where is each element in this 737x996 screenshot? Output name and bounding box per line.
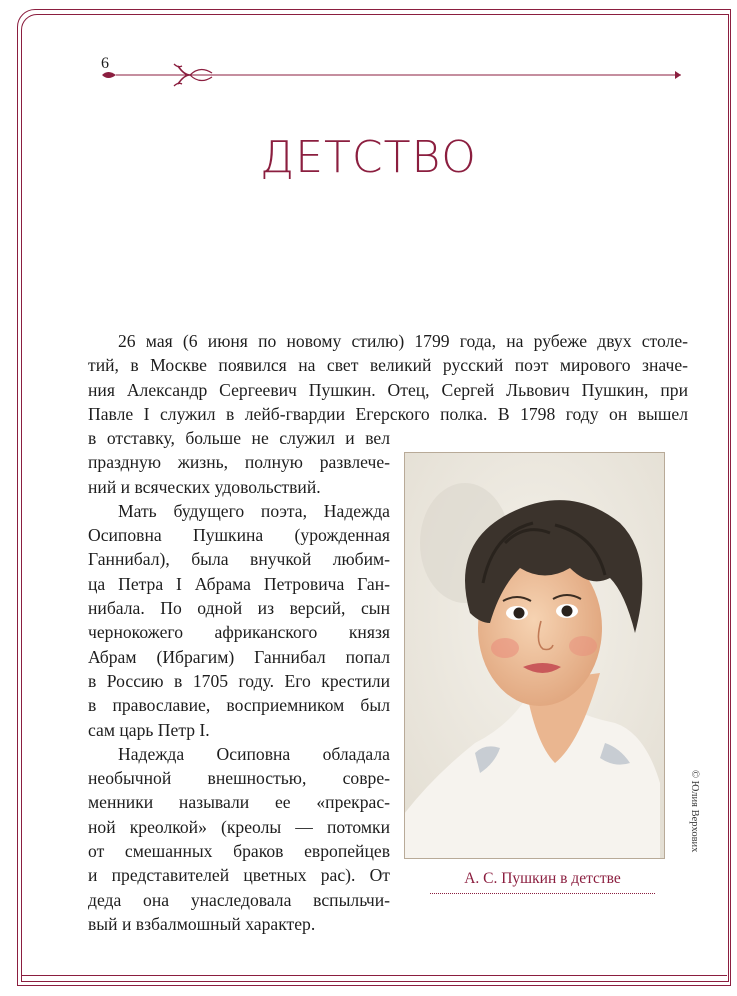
text-line: ний и всяческих удовольствий. — [88, 476, 321, 497]
illustration-caption: А. С. Пушкин в детстве — [464, 870, 621, 887]
portrait-illustration — [404, 452, 665, 859]
caption-underline — [430, 893, 655, 894]
column-text — [88, 426, 390, 936]
text-line: в Россию в 1705 году. Его крестили — [88, 670, 390, 691]
text-line: Мать будущего поэта, Надежда — [118, 500, 390, 521]
text-line: Абрам (Ибрагим) Ганнибал попал — [88, 646, 390, 667]
text-line: Надежда Осиповна обладала — [118, 743, 390, 764]
text-line: и представителей цветных рас). От — [88, 865, 390, 886]
text-line: сам царь Петр I. — [88, 719, 210, 740]
intro-paragraph — [88, 329, 688, 426]
text-line: вый и взбалмошный характер. — [88, 913, 316, 934]
text-line: в православие, восприемником был — [88, 695, 390, 716]
text-line: необычной внешностью, совре- — [88, 768, 390, 789]
text-line: ца Петра I Абрама Петровича Ган- — [88, 573, 390, 594]
text-line: менники называли ее «прекрас- — [88, 792, 390, 813]
bottom-rule — [21, 975, 727, 976]
text-line: Павле I служил в лейб-гвардии Егерского полка. В 1798 году он вышел — [88, 403, 688, 424]
ornament-divider-icon — [96, 63, 686, 93]
text-line: праздную жизнь, полную развлече- — [88, 452, 390, 473]
text-line: в отставку, больше не служил и вел — [88, 428, 390, 448]
text-line: тий, в Москве появился на свет великий русский поэт мирового значе- — [88, 355, 688, 376]
chapter-title: ДЕТСТВО — [260, 132, 477, 183]
text-line: 26 мая (6 июня по новому стилю) 1799 года, на рубеже двух столе- — [118, 331, 688, 351]
child-portrait-icon — [405, 453, 664, 858]
text-line: чернокожего африканского князя — [88, 622, 390, 643]
text-line: деда она унаследовала вспыльчи- — [88, 889, 390, 910]
page-number: 6 — [101, 55, 109, 72]
text-line: Осиповна Пушкина (урожденная — [88, 525, 390, 546]
image-credit: © Юлия Верхових — [689, 770, 700, 853]
text-line: от смешанных браков европейцев — [88, 841, 390, 862]
text-line: ния Александр Сергеевич Пушкин. Отец, Сергей Львович Пушкин, при — [88, 379, 688, 400]
text-line: Ганнибал), была внучкой любим- — [88, 549, 390, 570]
text-line: ной креолкой» (креолы — потомки — [88, 816, 390, 837]
text-line: нибала. По одной из версий, сын — [88, 598, 390, 619]
